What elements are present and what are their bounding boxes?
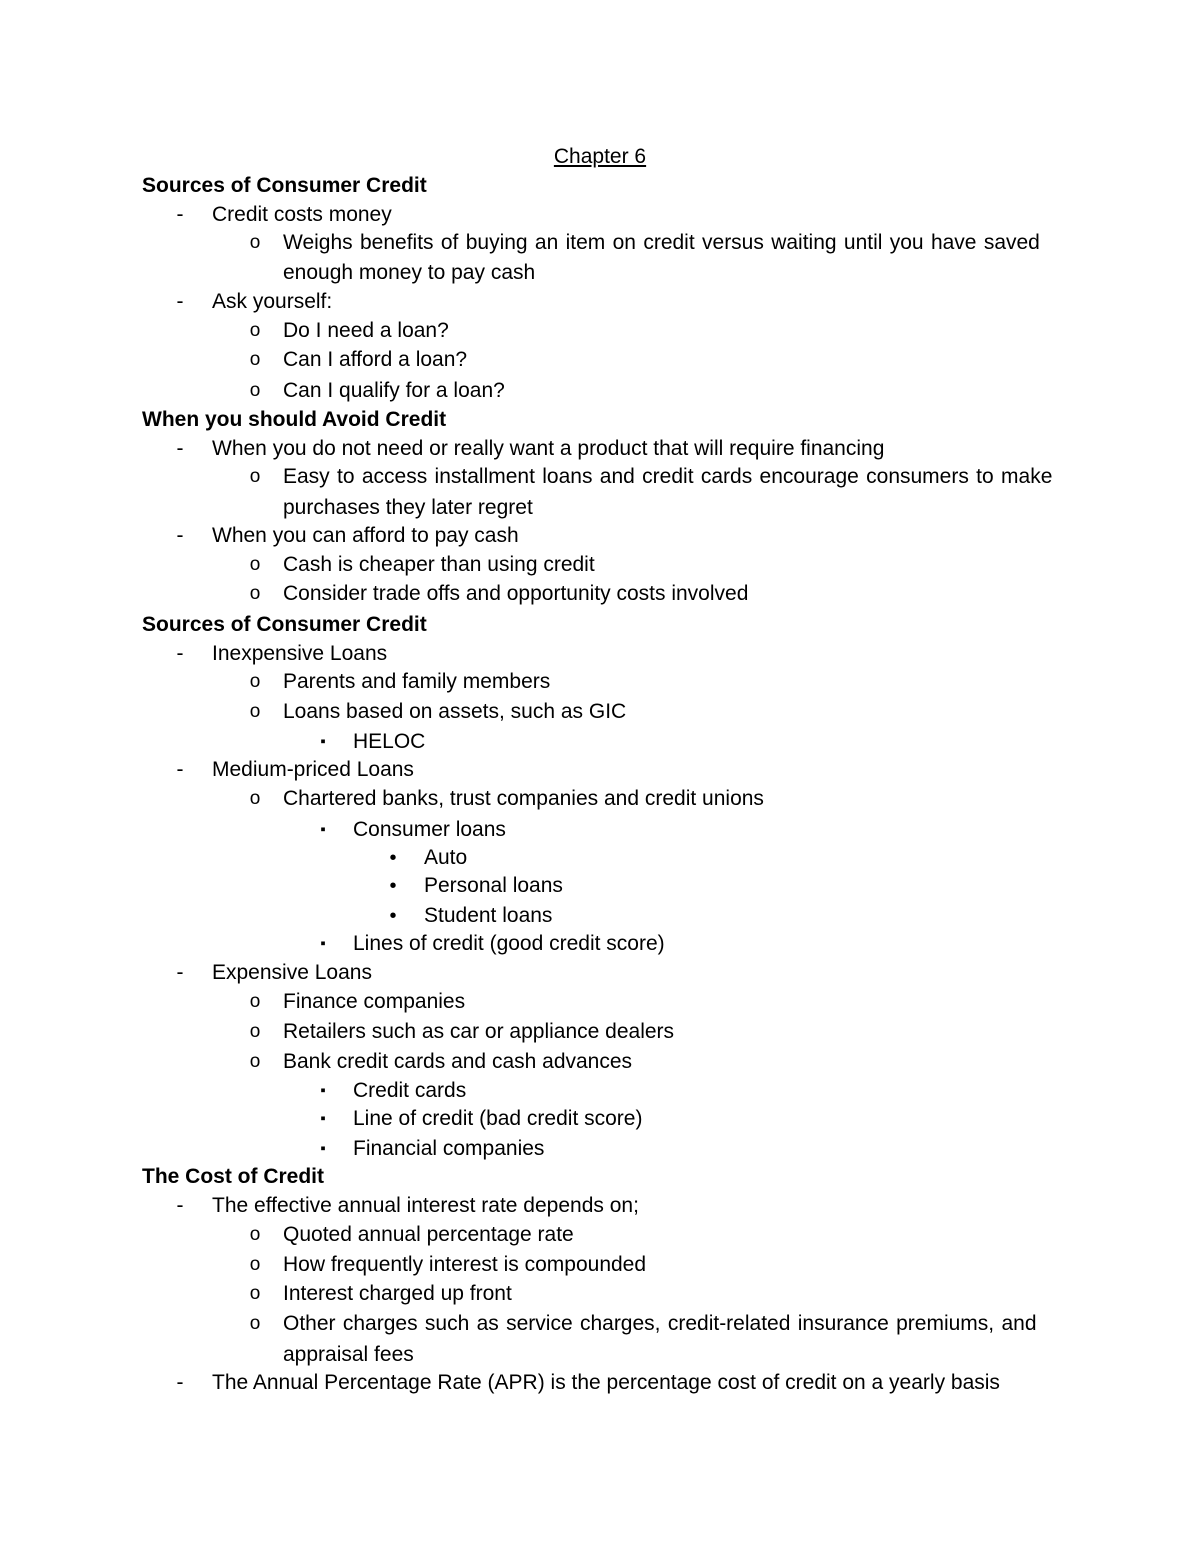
list-item xyxy=(0,843,1200,873)
section-heading xyxy=(0,171,1200,201)
circle-bullet: o xyxy=(249,991,261,1012)
round-bullet: • xyxy=(389,905,397,927)
list-item xyxy=(0,550,1200,580)
list-item xyxy=(0,1220,1200,1250)
list-item xyxy=(0,521,1200,551)
square-bullet: ▪ xyxy=(320,935,326,952)
circle-bullet: o xyxy=(249,1283,261,1304)
list-item xyxy=(0,639,1200,669)
list-item xyxy=(0,1104,1200,1134)
list-item xyxy=(0,1250,1200,1280)
list-item-text: Consider trade offs and opportunity costs involved xyxy=(283,582,749,605)
circle-bullet: o xyxy=(249,466,261,487)
square-bullet: ▪ xyxy=(320,733,326,750)
dash-bullet: - xyxy=(176,758,184,781)
list-item-text: Retailers such as car or appliance dealers xyxy=(283,1020,675,1043)
square-bullet: ▪ xyxy=(320,821,326,838)
list-item-text: Weighs benefits of buying an item on credit versus waiting until you have saved xyxy=(283,231,1040,254)
list-item xyxy=(0,1047,1200,1077)
circle-bullet: o xyxy=(249,554,261,575)
list-item-text: Lines of credit (good credit score) xyxy=(353,932,665,955)
list-item-text: Expensive Loans xyxy=(212,961,372,984)
list-item xyxy=(0,316,1200,346)
square-bullet: ▪ xyxy=(320,1082,326,1099)
section-heading-text: Sources of Consumer Credit xyxy=(142,174,427,197)
list-item xyxy=(0,755,1200,785)
circle-bullet: o xyxy=(249,1021,261,1042)
list-item-text: Credit cards xyxy=(353,1079,467,1102)
list-item-text: Ask yourself: xyxy=(212,290,333,313)
list-item-continuation xyxy=(0,493,1200,523)
list-item-text: Bank credit cards and cash advances xyxy=(283,1050,633,1073)
list-item xyxy=(0,727,1200,757)
list-item xyxy=(0,667,1200,697)
dash-bullet: - xyxy=(176,437,184,460)
list-item-text: Do I need a loan? xyxy=(283,319,449,342)
circle-bullet: o xyxy=(249,232,261,253)
list-item-text: Can I afford a loan? xyxy=(283,348,468,371)
list-item-text: Loans based on assets, such as GIC xyxy=(283,700,627,723)
list-item-text: appraisal fees xyxy=(283,1343,414,1366)
circle-bullet: o xyxy=(249,1051,261,1072)
list-item-text: Auto xyxy=(424,846,468,869)
dash-bullet: - xyxy=(176,290,184,313)
list-item xyxy=(0,200,1200,230)
list-item xyxy=(0,434,1200,464)
list-item xyxy=(0,376,1200,406)
list-item xyxy=(0,901,1200,931)
list-item xyxy=(0,345,1200,375)
list-item xyxy=(0,1368,1200,1398)
circle-bullet: o xyxy=(249,701,261,722)
list-item xyxy=(0,929,1200,959)
list-item xyxy=(0,228,1200,258)
list-item xyxy=(0,287,1200,317)
list-item xyxy=(0,1017,1200,1047)
circle-bullet: o xyxy=(249,1254,261,1275)
list-item-text: Credit costs money xyxy=(212,203,392,226)
list-item xyxy=(0,579,1200,609)
section-heading-text: When you should Avoid Credit xyxy=(142,408,447,431)
list-item-text: Student loans xyxy=(424,904,553,927)
list-item xyxy=(0,784,1200,814)
list-item-text: Financial companies xyxy=(353,1137,545,1160)
circle-bullet: o xyxy=(249,583,261,604)
list-item-text: The Annual Percentage Rate (APR) is the percentage cost of credit on a yearly basis xyxy=(212,1371,1000,1394)
list-item-text: Finance companies xyxy=(283,990,466,1013)
dash-bullet: - xyxy=(176,203,184,226)
list-item-text: Easy to access installment loans and credit cards encourage consumers to make xyxy=(283,465,1053,488)
list-item-text: enough money to pay cash xyxy=(283,261,536,284)
section-heading xyxy=(0,405,1200,435)
list-item-text: Can I qualify for a loan? xyxy=(283,379,505,402)
dash-bullet: - xyxy=(176,1194,184,1217)
list-item-text: How frequently interest is compounded xyxy=(283,1253,647,1276)
circle-bullet: o xyxy=(249,1224,261,1245)
list-item xyxy=(0,815,1200,845)
list-item-continuation xyxy=(0,258,1200,288)
list-item-text: Personal loans xyxy=(424,874,563,897)
list-item-text: Inexpensive Loans xyxy=(212,642,388,665)
circle-bullet: o xyxy=(249,349,261,370)
list-item-text: Consumer loans xyxy=(353,818,506,841)
list-item-text: purchases they later regret xyxy=(283,496,533,519)
list-item-text: Other charges such as service charges, credit-related insurance premiums, and xyxy=(283,1312,1037,1335)
section-heading-text: The Cost of Credit xyxy=(142,1165,324,1188)
dash-bullet: - xyxy=(176,961,184,984)
list-item xyxy=(0,871,1200,901)
dash-bullet: - xyxy=(176,524,184,547)
circle-bullet: o xyxy=(249,320,261,341)
list-item-text: Interest charged up front xyxy=(283,1282,512,1305)
list-item xyxy=(0,462,1200,492)
list-item-text: HELOC xyxy=(353,730,426,753)
list-item xyxy=(0,987,1200,1017)
list-item xyxy=(0,1279,1200,1309)
page-title: Chapter 6 xyxy=(553,145,647,168)
list-item-continuation xyxy=(0,1340,1200,1370)
circle-bullet: o xyxy=(249,671,261,692)
list-item xyxy=(0,1191,1200,1221)
list-item-text: When you can afford to pay cash xyxy=(212,524,519,547)
list-item-text: Line of credit (bad credit score) xyxy=(353,1107,643,1130)
round-bullet: • xyxy=(389,847,397,869)
square-bullet: ▪ xyxy=(320,1110,326,1127)
list-item-text: Quoted annual percentage rate xyxy=(283,1223,574,1246)
list-item xyxy=(0,1309,1200,1339)
list-item xyxy=(0,1134,1200,1164)
list-item-text: Chartered banks, trust companies and credit unions xyxy=(283,787,764,810)
square-bullet: ▪ xyxy=(320,1140,326,1157)
section-heading-text: Sources of Consumer Credit xyxy=(142,613,427,636)
list-item-text: When you do not need or really want a product that will require financing xyxy=(212,437,885,460)
circle-bullet: o xyxy=(249,1313,261,1334)
circle-bullet: o xyxy=(249,380,261,401)
list-item xyxy=(0,697,1200,727)
round-bullet: • xyxy=(389,875,397,897)
list-item-text: Parents and family members xyxy=(283,670,551,693)
dash-bullet: - xyxy=(176,1371,184,1394)
list-item xyxy=(0,958,1200,988)
list-item-text: Medium-priced Loans xyxy=(212,758,414,781)
list-item-text: The effective annual interest rate depends on; xyxy=(212,1194,639,1217)
dash-bullet: - xyxy=(176,642,184,665)
section-heading xyxy=(0,610,1200,640)
list-item-text: Cash is cheaper than using credit xyxy=(283,553,595,576)
circle-bullet: o xyxy=(249,788,261,809)
list-item xyxy=(0,1076,1200,1106)
section-heading xyxy=(0,1162,1200,1192)
